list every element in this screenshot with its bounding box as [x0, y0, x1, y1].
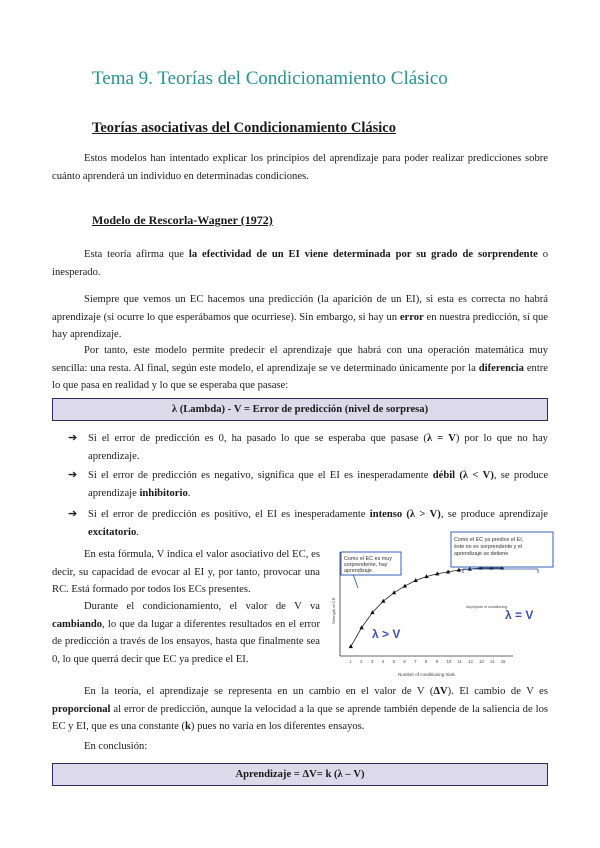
arrow-icon: ➔ — [68, 432, 78, 444]
emphasis: excitatorio — [88, 526, 137, 538]
x-tick-label: 2 — [360, 659, 363, 664]
conclusion-paragraph — [52, 738, 352, 756]
section-subtitle: Teorías asociativas del Condicionamiento Clásico — [92, 120, 396, 136]
prediction-paragraph — [52, 291, 548, 344]
text: en nuestra predicción, sí que hay aprendizaje. — [52, 311, 548, 340]
formula-paragraph — [52, 546, 320, 599]
text: , lo que da lugar a diferentes resultados en el error de predicción a través de los ensayos, hasta que finalmente sea 0, lo que querrá decir que EC ya predice el EI. — [52, 618, 320, 665]
text: En conclusión: — [84, 741, 148, 752]
lambda-gt-v-label: λ > V — [372, 627, 401, 641]
text: Si el error de predicción es negativo, significa que el EI es inesperadamente — [88, 470, 433, 481]
text: Si el error de predicción es 0, ha pasado lo que se esperaba que pasase ( — [88, 433, 427, 444]
x-tick-label: 1 — [349, 659, 352, 664]
x-tick-label: 5 — [392, 659, 395, 664]
text: En esta fórmula, V indica el valor asociativo del EC, es decir, su capacidad de evocar al EI y, por tanto, provocar una RC. Está formado por todos los ECs presentes. — [52, 549, 320, 595]
x-tick-label: 3 — [370, 659, 374, 664]
text: entre lo que pasa en realidad y lo que se esperaba que pasase: — [52, 362, 549, 391]
x-tick-label: 4 — [381, 659, 385, 664]
y-axis-label: Strength of CR — [331, 597, 336, 624]
delta-v-paragraph — [52, 683, 548, 736]
text: , se produce aprendizaje — [440, 509, 548, 520]
conditioning-paragraph — [52, 598, 320, 668]
text: Durante el condicionamiento, el valor de V va — [84, 601, 320, 612]
text: . — [136, 526, 139, 538]
text: ). El cambio de V es — [447, 686, 548, 697]
callout-arrow — [353, 574, 358, 588]
text: , se produce aprendizaje — [88, 470, 549, 499]
emphasis: débil (λ < V) — [432, 470, 494, 481]
emphasis: k — [184, 721, 191, 732]
data-point — [392, 590, 396, 594]
difference-paragraph — [52, 342, 548, 395]
text: Si el error de predicción es positivo, el EI es inesperadamente — [88, 509, 370, 520]
x-tick-label: 10 — [446, 659, 452, 664]
final-formula-text: Aprendizaje = ΔV= k (λ – V) — [235, 769, 365, 780]
text: Siempre que vemos un EC hacemos una predicción (la aparición de un EI), si esta es correcta no habrá aprendizaje (si ocurre lo que esperábamos que ocurriese). Sin embargo, si hay un — [52, 294, 548, 323]
final-formula-box — [52, 763, 548, 786]
callout-right-text: Como el EC ya predice el EI, éste no es sorprendente y el aprendizaje se detiene — [454, 537, 524, 557]
arrow-icon: ➔ — [68, 508, 78, 520]
intro-text: Estos modelos han intentado explicar los principios del aprendizaje para poder realizar predicciones sobre cuánto aprenderá un individuo en determinadas condiciones. — [52, 153, 548, 182]
arrow-icon: ➔ — [68, 469, 78, 481]
x-tick-label: 12 — [468, 659, 473, 664]
emphasis: ΔV — [433, 686, 448, 697]
emphasis: la efectividad de un EI viene determinada por su grado de sorprendente — [188, 249, 538, 260]
emphasis: error — [399, 311, 424, 323]
text: En la teoría, el aprendizaje se representa en un cambio en el valor de V ( — [84, 686, 434, 697]
x-tick-label: 14 — [489, 659, 495, 664]
text: Esta teoría afirma que — [84, 249, 189, 260]
bullet-item — [68, 467, 549, 502]
emphasis: diferencia — [478, 362, 524, 374]
text: ) por lo que no hay aprendizaje. — [88, 433, 548, 462]
x-tick-label: 6 — [403, 659, 406, 664]
text: o inesperado. — [52, 249, 549, 278]
x-tick-label: 8 — [425, 659, 428, 664]
text: ) pues no varía en los diferentes ensayos. — [190, 721, 365, 732]
emphasis: inhibitorio — [139, 487, 188, 499]
text: Por tanto, este modelo permite predecir el aprendizaje que habrá con una operación matemática muy sencilla: una resta. Al final, según este modelo, el aprendizaje se ve determinado únicamente por la — [52, 345, 548, 374]
formula-text: λ (Lambda) - V = Error de predicción (nivel de sorpresa) — [171, 404, 429, 415]
callout-left-text: Como el EC es muy sorprendente, hay aprendizaje — [344, 556, 392, 574]
emphasis: proporcional — [52, 703, 111, 715]
data-point — [349, 644, 353, 648]
page-title: Tema 9. Teorías del Condicionamiento Clásico — [92, 68, 448, 89]
x-axis-label: Number of conditioning trials — [398, 672, 456, 677]
intro-paragraph — [52, 150, 548, 185]
asymptote-label: Asymptote of conditioning — [466, 605, 508, 609]
x-tick-label: 11 — [457, 659, 462, 664]
x-tick-label: 7 — [414, 659, 417, 664]
model-heading: Modelo de Rescorla-Wagner (1972) — [92, 213, 273, 227]
learning-curve-chart — [333, 532, 555, 680]
x-tick-label: 9 — [435, 659, 439, 664]
bullet-item — [68, 430, 548, 465]
emphasis: cambiando — [52, 618, 103, 630]
emphasis: λ = V — [426, 433, 456, 444]
lambda-eq-v-label: λ = V — [505, 608, 534, 622]
data-point — [381, 599, 385, 603]
x-tick-label: 15 — [500, 659, 506, 664]
x-tick-label: 13 — [479, 659, 484, 664]
theory-paragraph — [52, 246, 548, 281]
emphasis: intenso (λ > V) — [369, 509, 441, 520]
text: . — [187, 487, 191, 499]
text: al error de predicción, aunque la velocidad a la que se aprende también depende de la saliencia de los EC y EI, que es una constante ( — [52, 703, 548, 732]
formula-box — [52, 398, 548, 421]
